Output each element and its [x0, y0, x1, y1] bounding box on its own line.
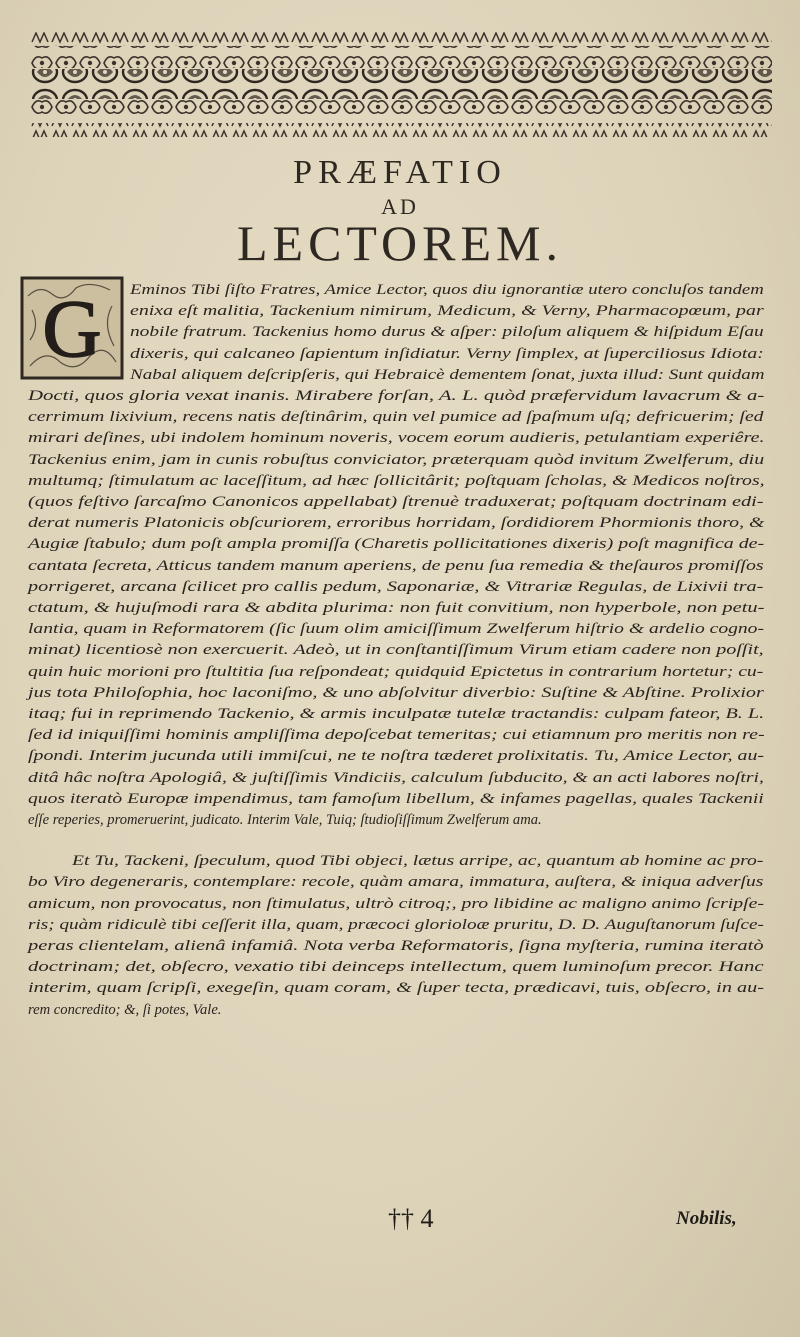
text-line: Docti, quos gloria vexat inanis. Mirabere forſan, A. L. quòd præfervidum lavacrum & a- — [28, 388, 765, 404]
signature-mark: †† 4 — [388, 1204, 434, 1233]
text-line: itaq; fui in reprimendo Tackenio, & armis inculpatæ tutelæ tractandis: culpam fateor, B. L. — [28, 706, 765, 722]
text-line: mirari deſines, ubi indolem hominum noveris, vocem eorum audieris, petulantiam experiêre. — [28, 430, 765, 447]
text-line: Augiæ ſtabulo; dum poſt ampla promiſſa (Charetis pollicitationes dixeris) poſt magnifica de- — [28, 536, 765, 553]
text-line: peras clientelam, alienâ infamiâ. Nota verba Reformatoris, ſigna myſteria, rumina iteratò — [28, 938, 764, 954]
text-line: dixeris, qui calcaneo ſapientum inſidiatur. Verny ſimplex, at ſuperciliosus Idiota: — [130, 345, 764, 362]
decorative-headpiece-ornament — [30, 30, 772, 138]
text-line: lantia, quam in Reformatorem (ſic ſuum olim amiciſſimum Zwelferum hiſtrio & ardelio cogno- — [28, 621, 764, 638]
text-line: Tackenius enim, jam in cunis robuſtus conviciator, præterquam quòd invitum Zwelferum, diu — [28, 451, 765, 468]
text-line: interim, quam ſcripſi, exegeſin, quam coram, & ſuper tecta, prædicavi, tuis, obſecro, in au- — [28, 980, 765, 997]
text-line: ſpondi. Interim jucunda utili immiſcui, ne te noſtra tæderet prolixitatis. Tu, Amice Lector, au- — [28, 748, 765, 765]
text-line: ditâ hâc noſtra Apologiâ, & juſtiſſimis Vindiciis, calculum ſubducito, & an acti labores noſtri, — [28, 769, 764, 786]
text-line: multumq; ſtimulatum ac laceſſitum, ad hæc ſollicitârit; poſtquam ſcholas, & Medicos noſtros, — [28, 472, 765, 489]
text-line: jus tota Philoſophia, hoc laconiſmo, & uno abſolvitur diverbio: Suſtine & Abſtine. Prolixior — [28, 684, 764, 701]
text-line: doctrinam; det, obſecro, vexatio tibi deinceps intellectum, quem luminoſum precor. Hanc — [28, 959, 764, 976]
text-line: cantata ſecreta, Atticus tandem manum aperiens, de penu ſua remedia & theſauros promiſſos — [28, 557, 764, 574]
text-line: nobile fratrum. Tackenius homo durus & aſper: piloſum aliquem & hiſpidum Eſau — [130, 324, 764, 341]
text-line: quos iteratò Europæ impendimus, tam famoſum libellum, & infames pagellas, quales Tackenii — [28, 790, 764, 807]
heading-praefatio: PRÆFATIO — [293, 154, 507, 191]
text-line: cerrimum lixivium, recens natis deſtinârim, quin vel pumice ad ſpaſmum uſq; defricuerim; ſed — [28, 409, 764, 426]
text-line: Nabal aliquem deſcripſeris, qui Hebraicè dementem ſonat, juxta illud: Sunt quidam — [130, 366, 765, 383]
heading-lectorem: LECTOREM. — [236, 215, 564, 271]
initial-letter-glyph: G — [42, 283, 102, 374]
text-line: quin huic morioni pro ſtultitia ſua reſpondeat; quidquid Epictetus in contrarium hortetur; cu- — [28, 663, 764, 680]
text-line: ſed id iniquiſſimi hominis ampliſſima depoſcebat temeritas; cui etiamnum pro meritis non re- — [28, 727, 765, 744]
text-line: rem concredito; &, ſi potes, Vale. — [28, 1001, 222, 1018]
text-line: minat) licentiosè non exercuerit. Adeò, ut in conſtantiſſimum Virum etiam cadere non poſſit, — [28, 642, 764, 659]
text-line: amicum, non provocatus, non ſtimulatus, ultrò citroq;, pro libidine ac maligno animo ſcripſe- — [28, 895, 764, 912]
decorated-initial-letter — [20, 276, 124, 380]
text-line: derat numeris Platonicis obſcuriorem, erroribus horridam, ſordidiorem Phormionis thoro, & — [28, 515, 765, 532]
text-line: enixa eſt malitia, Tackenium nimirum, Medicum, & Verny, Pharmacopœum, par — [130, 303, 764, 320]
text-line: eſſe reperies, promeruerint, judicato. Interim Vale, Tuiq; ſtudioſiſſimum Zwelferum ama. — [28, 812, 542, 828]
text-line: ctatum, & hujuſmodi rara & abdita plurima: non fuit convitium, non hyperbole, non petu- — [28, 600, 765, 616]
catchword: Nobilis, — [676, 1208, 737, 1229]
text-line: Eminos Tibi ſiſto Fratres, Amice Lector, quos diu ignorantiæ utero concluſos tandem — [130, 282, 764, 298]
text-line: (quos feſtivo ſarcaſmo Canonicos appellabat) ſtrenuè traduxerat; poſtquam doctrinam edi- — [28, 494, 764, 510]
text-line: Et Tu, Tackeni, ſpeculum, quod Tibi objeci, lætus arripe, ac, quantum ab homine ac pro- — [72, 853, 764, 870]
text-line: bo Viro degeneraris, contemplare: recole, quàm amara, immatura, auſtera, & iniqua adverſus — [28, 874, 764, 891]
heading-ad: AD — [381, 194, 419, 219]
text-line: porrigeret, arcana ſcilicet pro callis pedum, Saponariæ, & Vitrariæ Regulas, de Lixivii tra- — [28, 578, 764, 595]
text-line: ris; quàm ridiculè tibi ceſſerit illa, quam, præcoci glorioloæ pruritu, D. D. Auguſtanorum ſuſce- — [28, 916, 764, 933]
